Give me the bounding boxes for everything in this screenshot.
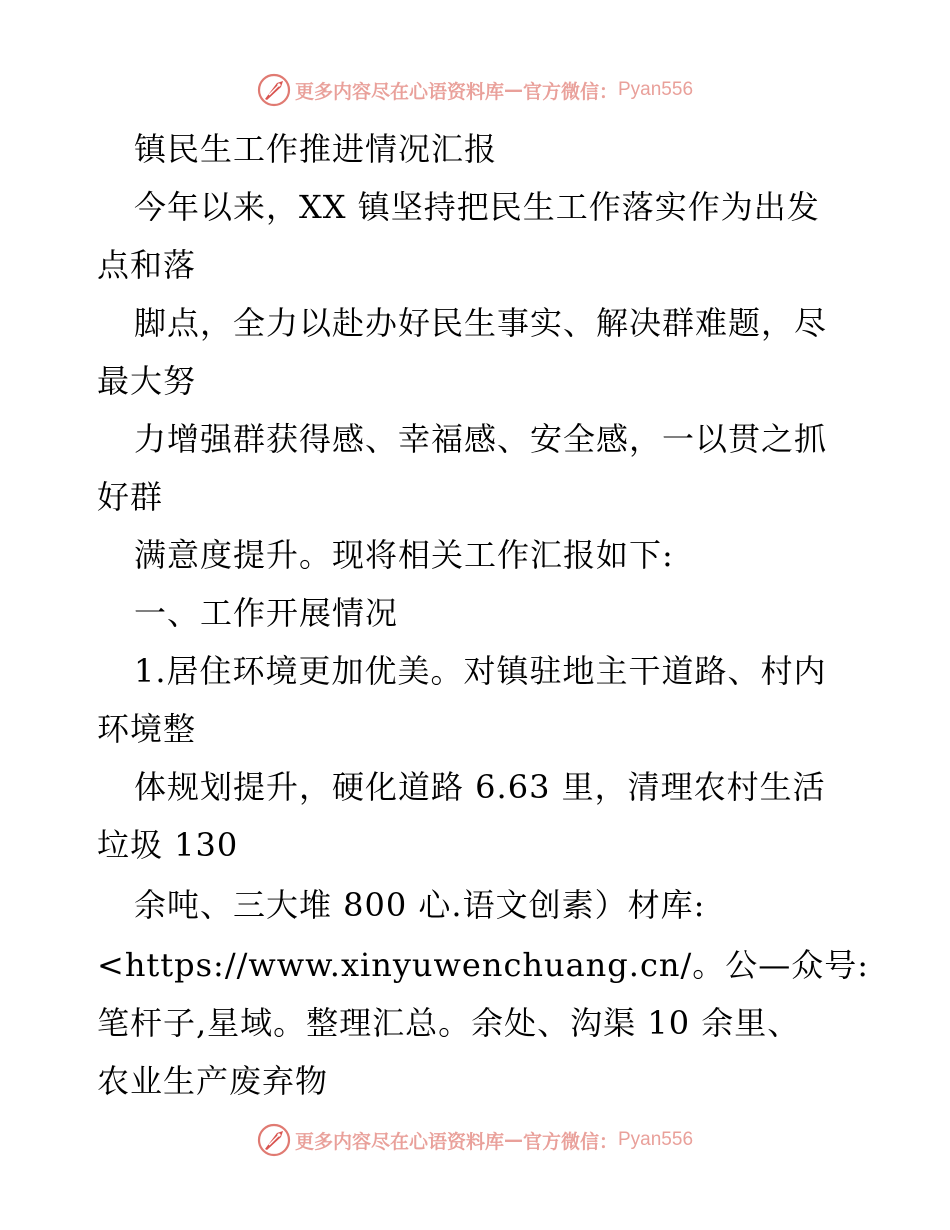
paragraph-line: 满意度提升。现将相关工作汇报如下:: [134, 536, 674, 574]
banner-wechat-id: Pyan556: [618, 1129, 694, 1150]
paragraph-line: 今年以来，XX 镇坚持把民生工作落实作为出发: [134, 188, 820, 226]
header-banner: [0, 70, 950, 110]
paragraph-line: 笔杆子,星域。整理汇总。余处、沟渠 10 余里、: [97, 1004, 801, 1042]
banner-main-text: 更多内容尽在心语资料库: [294, 80, 504, 103]
paragraph-line: 好群: [97, 478, 164, 516]
footer-banner: [0, 1120, 950, 1160]
paragraph-line: 点和落: [97, 246, 197, 284]
document-title: 镇民生工作推进情况汇报: [134, 130, 498, 168]
section-heading: 一、工作开展情况: [134, 594, 399, 632]
banner-separator: —: [503, 79, 523, 101]
paragraph-line: 余吨、三大堆 800 心.语文创素）材库:: [134, 886, 706, 924]
banner-wechat-id: Pyan556: [618, 79, 694, 100]
paragraph-line: 最大努: [97, 362, 197, 400]
banner-wechat-label: 官方微信：: [522, 1130, 618, 1153]
pen-nib-logo-icon: [257, 1123, 291, 1157]
paragraph-line: 1.居住环境更加优美。对镇驻地主干道路、村内: [134, 652, 827, 690]
banner-main-text: 更多内容尽在心语资料库: [294, 1130, 504, 1153]
paragraph-line: 农业生产废弃物: [97, 1062, 329, 1100]
paragraph-line: 力增强群获得感、幸福感、安全感，一以贯之抓: [134, 420, 828, 458]
paragraph-line: 体规划提升，硬化道路 6.63 里，清理农村生活: [134, 768, 826, 806]
banner-separator: —: [503, 1129, 523, 1151]
paragraph-line: 脚点，全力以赴办好民生事实、解决群难题，尽: [134, 304, 828, 342]
paragraph-line: 垃圾 130: [97, 826, 239, 864]
pen-nib-logo-icon: [257, 73, 291, 107]
banner-wechat-label: 官方微信：: [522, 80, 618, 103]
paragraph-line: <https://www.xinyuwenchuang.cn/。公—众号:: [97, 946, 870, 984]
paragraph-line: 环境整: [97, 710, 197, 748]
